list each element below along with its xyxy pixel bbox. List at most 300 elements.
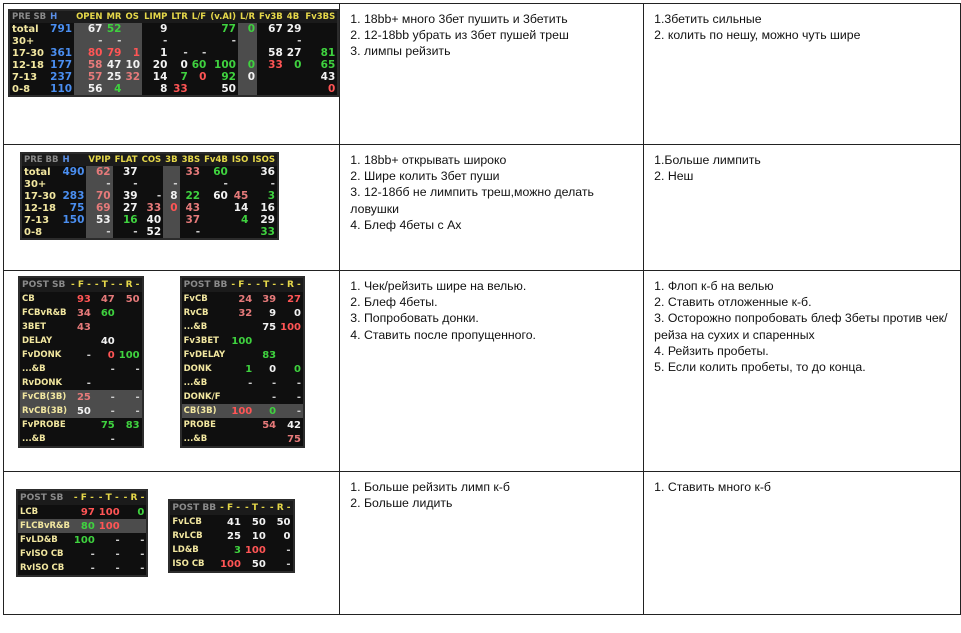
notes-list xyxy=(340,145,643,233)
hud-header-row xyxy=(18,491,146,505)
hud-row-label: LD&B xyxy=(172,545,199,555)
hud-post-bb xyxy=(180,276,305,448)
hud-value: - xyxy=(93,404,117,418)
hud-value: - xyxy=(156,190,162,202)
notes-right-cell xyxy=(644,4,961,145)
hud-header: COS xyxy=(141,155,162,165)
hud-value: 10 xyxy=(251,530,266,542)
hud-value: 83 xyxy=(125,419,140,431)
hud-value: - xyxy=(297,35,302,47)
hud-value xyxy=(93,320,117,334)
hud-value: 43 xyxy=(320,71,336,83)
note-item: 3. Попробовать донки. xyxy=(350,311,479,326)
hud-row xyxy=(170,543,292,557)
hud-value: 29 xyxy=(286,23,302,35)
hud-value: 150 xyxy=(62,214,85,226)
hud-value xyxy=(123,83,142,95)
hud-header: - T - xyxy=(94,280,115,290)
hud-value: 62 xyxy=(86,166,112,178)
note-item: 2. Больше лидить xyxy=(350,496,453,511)
hud-value xyxy=(202,226,230,238)
hud-value: - xyxy=(248,377,253,389)
note-item: 5. Если колить пробеты, то до конца. xyxy=(654,360,866,375)
hud-value: 53 xyxy=(86,214,112,226)
hud-row xyxy=(18,505,146,519)
hud-row-label: FvLD&B xyxy=(20,535,58,545)
hud-row-label: FCBvR&B xyxy=(22,308,67,318)
hud-value xyxy=(190,83,209,95)
hud-header: - R - xyxy=(123,493,145,503)
hud-value: 25 xyxy=(69,390,93,404)
hud-value: 50 xyxy=(69,404,93,418)
hud-value: 33 xyxy=(185,166,201,178)
hud-value xyxy=(140,166,164,178)
hud-header: - F - xyxy=(70,280,91,290)
hud-header: 4B xyxy=(285,11,304,23)
hud-row-label: ...&B xyxy=(183,378,208,388)
hud-value: 100 xyxy=(244,544,266,556)
hud-value: 1 xyxy=(160,47,168,59)
hud-post-sb xyxy=(18,276,144,448)
hud-value: 81 xyxy=(320,47,336,59)
hud-value: - xyxy=(271,391,277,403)
notes-right-cell xyxy=(644,271,961,472)
notes-mid-cell xyxy=(340,271,644,472)
note-item: 2. Шире колить 3бет пуши xyxy=(350,169,500,184)
hud-row xyxy=(20,306,142,320)
hud-value: - xyxy=(133,178,138,190)
hud-row-label: FvDELAY xyxy=(183,350,226,360)
hud-row-label: ...&B xyxy=(22,434,46,444)
hud-value: 33 xyxy=(146,202,162,214)
hud-value: - xyxy=(93,390,117,404)
hud-row-label: 0-8 xyxy=(12,83,31,95)
hud-row-label: 30+ xyxy=(12,35,35,47)
hud-value: 14 xyxy=(233,202,249,214)
note-item: 4. Блеф 4беты с Ах xyxy=(350,217,462,232)
hud-header: 3BS xyxy=(181,155,201,165)
hud-value: 65 xyxy=(320,59,336,71)
hud-value xyxy=(169,35,189,47)
hud-value: 100 xyxy=(73,534,95,546)
hud-row xyxy=(22,166,277,178)
hud-value: - xyxy=(296,377,301,389)
hud-value: 0 xyxy=(107,349,115,361)
hud-value: 0 xyxy=(327,83,336,95)
hud-row-label: 12-18 xyxy=(24,202,56,214)
hud-value: 110 xyxy=(50,83,73,95)
hud-value: - xyxy=(86,178,112,190)
hud-row-label: LCB xyxy=(20,507,39,517)
hud-value: - xyxy=(278,404,303,418)
hud-header: (v.AI) xyxy=(210,12,236,22)
hud-row xyxy=(10,23,337,35)
hud-value: 3 xyxy=(233,544,241,556)
hud-header: MR xyxy=(106,12,122,22)
hud-value: - xyxy=(90,548,95,560)
notes-list xyxy=(644,271,960,375)
hud-row xyxy=(18,519,146,533)
hud-value xyxy=(163,226,179,238)
hud-value: 58 xyxy=(74,59,104,71)
note-item: 1.3бетить сильные xyxy=(654,12,762,26)
notes-list xyxy=(340,472,643,511)
hud-value: 0 xyxy=(294,307,301,319)
hud-value xyxy=(254,334,278,348)
hud-value: - xyxy=(90,562,95,574)
hud-header: - T - xyxy=(97,491,122,505)
hud-value: 57 xyxy=(74,71,104,83)
hud-row-label: 3BET xyxy=(22,322,46,332)
hud-row-label: CB xyxy=(22,294,35,304)
hud-value: - xyxy=(140,562,145,574)
hud-row xyxy=(20,362,142,376)
hud-value xyxy=(238,35,257,47)
hud-value xyxy=(123,35,142,47)
hud-value xyxy=(61,178,87,190)
hud-header: 3B xyxy=(165,155,178,165)
hud-value xyxy=(229,320,254,334)
hud-value xyxy=(238,83,257,95)
hud-value: 42 xyxy=(287,419,301,431)
hud-value xyxy=(229,390,254,404)
hud-value: - xyxy=(117,404,142,418)
hud-value xyxy=(208,47,238,59)
hud-value: 0 xyxy=(137,506,145,518)
hud-value: - xyxy=(86,226,112,238)
hud-value: - xyxy=(86,377,91,389)
hud-value: - xyxy=(163,178,179,190)
note-item: 1. Больше рейзить лимп к-б xyxy=(350,480,510,494)
hud-value xyxy=(61,226,87,238)
hud-value: 1 xyxy=(123,47,142,59)
hud-value: 0 xyxy=(163,202,179,214)
hud-value: 47 xyxy=(104,59,123,71)
hud-row xyxy=(170,557,292,571)
hud-value: 67 xyxy=(74,23,104,35)
note-item: 2. Неш xyxy=(654,169,694,184)
hud-value xyxy=(48,35,74,47)
hud-value: - xyxy=(163,35,168,47)
hud-value: 79 xyxy=(104,47,123,59)
hud-value xyxy=(278,348,303,362)
hud-row xyxy=(182,390,303,404)
notes-table xyxy=(3,3,961,615)
hud-row-label: FvDONK xyxy=(22,350,62,360)
hud-value: 27 xyxy=(287,293,301,305)
hud-value: 1 xyxy=(245,363,253,375)
hud-row xyxy=(20,404,142,418)
hud-value xyxy=(202,214,230,226)
hud-title: POST SB xyxy=(20,278,69,292)
hud-title: POST BB xyxy=(183,280,228,290)
hud-value: 0 xyxy=(269,363,277,375)
hud-row-label: FvCB xyxy=(183,294,208,304)
hud-row xyxy=(10,35,337,47)
hud-header: Fv4B xyxy=(204,155,228,165)
hud-limp-bb xyxy=(168,499,294,573)
hud-header: OS xyxy=(123,11,142,23)
hud-value: 237 xyxy=(50,71,73,83)
hud-row xyxy=(182,348,303,362)
hud-row xyxy=(20,292,142,306)
hud-value xyxy=(238,47,257,59)
hud-value xyxy=(190,35,209,47)
hud-value xyxy=(69,362,93,376)
hud-row xyxy=(20,418,142,432)
hud-value: 54 xyxy=(262,419,277,431)
hud-value: - xyxy=(115,562,120,574)
row-pre-bb xyxy=(4,145,961,271)
hud-header: H xyxy=(61,154,87,166)
hud-value xyxy=(229,432,254,446)
hud-value: 52 xyxy=(146,226,162,238)
hud-value xyxy=(303,23,337,35)
hud-value: 60 xyxy=(213,166,228,178)
hud-row xyxy=(22,202,277,214)
note-item: 2. Ставить отложенные к-б. xyxy=(654,295,812,310)
hud-value: 8 xyxy=(160,83,168,95)
hud-limp-sb xyxy=(16,489,148,577)
hud-row xyxy=(22,226,277,238)
hud-value: 41 xyxy=(227,516,241,528)
hud-row xyxy=(170,515,292,529)
note-item: 3. 12-18бб не лимпить треш,можно делать ловушки xyxy=(350,185,594,216)
hud-row xyxy=(182,306,303,320)
hud-value: 70 xyxy=(86,190,112,202)
hud-header: L/F xyxy=(190,11,209,23)
hud-header: - F - xyxy=(218,501,243,515)
hud-value: 0 xyxy=(180,59,188,71)
hud-value: 50 xyxy=(276,516,291,528)
row-post xyxy=(4,271,961,472)
hud-row-label: 12-18 xyxy=(12,59,44,71)
hud-value: 0 xyxy=(283,530,291,542)
hud-value: - xyxy=(74,35,104,47)
hud-header: Fv3B xyxy=(259,12,283,22)
hud-cell-pre-sb xyxy=(4,4,340,145)
hud-row-label: 17-30 xyxy=(24,190,56,202)
hud-row-label: FvPROBE xyxy=(22,420,66,430)
hud-value: - xyxy=(117,390,142,404)
note-item: 3. Осторожно попробовать блеф 3беты против чек/рейза на сухих и спаренных xyxy=(654,311,948,342)
hud-value: 4 xyxy=(241,214,249,226)
hud-row xyxy=(10,83,337,95)
hud-value xyxy=(278,334,303,348)
hud-value: 16 xyxy=(260,202,275,214)
hud-row-label: total xyxy=(24,166,51,178)
hud-value: 9 xyxy=(269,307,277,319)
hud-value: - xyxy=(140,534,145,546)
hud-value xyxy=(163,166,179,178)
hud-row-label: FvLCB xyxy=(172,517,202,527)
hud-value: - xyxy=(270,178,275,190)
hud-row xyxy=(20,432,142,446)
hud-table xyxy=(10,11,337,95)
hud-value: 0 xyxy=(294,59,302,71)
hud-header-row xyxy=(170,501,292,515)
hud-header: L/R xyxy=(239,12,256,22)
hud-value xyxy=(169,23,189,35)
hud-value: 0 xyxy=(238,23,257,35)
hud-row-label: PROBE xyxy=(183,420,216,430)
hud-value: 100 xyxy=(231,405,253,417)
note-item: 1. Флоп к-б на велью xyxy=(654,279,774,293)
hud-value: 50 xyxy=(251,558,266,570)
hud-value: - xyxy=(110,363,115,375)
hud-value xyxy=(117,432,142,446)
hud-table xyxy=(170,501,292,571)
hud-value: - xyxy=(183,47,188,59)
hud-row-label: DELAY xyxy=(22,336,53,346)
hud-value: 33 xyxy=(173,83,188,95)
hud-header: LIMP xyxy=(144,12,168,22)
hud-row xyxy=(18,533,146,547)
hud-row-label: FvISO CB xyxy=(20,549,64,559)
hud-row-label: ...&B xyxy=(22,364,46,374)
hud-value: 283 xyxy=(62,190,85,202)
hud-value: 100 xyxy=(98,506,120,518)
notes-list xyxy=(340,271,643,343)
note-item: 3. лимпы рейзить xyxy=(350,44,451,59)
hud-value xyxy=(202,202,230,214)
hud-value xyxy=(257,35,285,47)
hud-value: 40 xyxy=(100,335,115,347)
hud-value: 69 xyxy=(86,202,112,214)
hud-value xyxy=(117,320,142,334)
hud-value: 7 xyxy=(180,71,188,83)
hud-value: 25 xyxy=(104,71,123,83)
hud-value xyxy=(180,178,203,190)
hud-value: 60 xyxy=(213,190,228,202)
hud-header: - F - xyxy=(72,491,97,505)
hud-value: 75 xyxy=(262,321,277,333)
note-item: 1. 18bb+ много 3бет пушить и 3бетить xyxy=(350,12,568,26)
hud-value: 791 xyxy=(50,23,73,35)
hud-table xyxy=(18,491,146,575)
hud-row xyxy=(22,178,277,190)
hud-header: FLAT xyxy=(114,155,138,165)
hud-value: 37 xyxy=(122,166,138,178)
hud-value: 47 xyxy=(100,293,115,305)
hud-row-label: total xyxy=(12,23,39,35)
hud-value: 39 xyxy=(262,293,277,305)
hud-title: POST SB xyxy=(18,491,72,505)
hud-pre-bb xyxy=(20,152,279,240)
hud-row-label: RvCB(3B) xyxy=(22,406,67,416)
hud-value xyxy=(229,418,254,432)
hud-cell-post xyxy=(4,271,340,472)
note-item: 1. Чек/рейзить шире на велью. xyxy=(350,279,527,293)
hud-value xyxy=(163,214,179,226)
hud-value: 100 xyxy=(98,520,120,532)
hud-row xyxy=(20,334,142,348)
row-limp xyxy=(4,472,961,615)
hud-value xyxy=(117,306,142,320)
hud-cell-pre-bb xyxy=(4,145,340,271)
hud-value: 32 xyxy=(238,307,253,319)
hud-value: 80 xyxy=(74,47,104,59)
hud-value: 43 xyxy=(76,321,91,333)
hud-row xyxy=(20,376,142,390)
notes-list xyxy=(340,4,643,60)
hud-header-row xyxy=(20,278,142,292)
hud-value: 43 xyxy=(185,202,201,214)
hud-header: ISOS xyxy=(252,155,275,165)
note-item: 4. Ставить после пропущенного. xyxy=(350,327,536,342)
hud-row xyxy=(182,432,303,446)
hud-header: - R - xyxy=(269,503,291,513)
hud-value xyxy=(230,178,251,190)
hud-value: 14 xyxy=(152,71,168,83)
hud-header: OPEN xyxy=(76,12,103,22)
hud-value xyxy=(257,83,285,95)
hud-row xyxy=(182,376,303,390)
hud-row-label: RvISO CB xyxy=(20,563,65,573)
note-item: 2. Блеф 4беты. xyxy=(350,295,438,310)
hud-value: 361 xyxy=(50,47,73,59)
note-item: 1. 18bb+ открывать широко xyxy=(350,153,507,167)
hud-value: 10 xyxy=(125,59,141,71)
hud-value xyxy=(303,35,337,47)
hud-value xyxy=(117,376,142,390)
hud-row-label: 0-8 xyxy=(24,226,43,238)
hud-value: 100 xyxy=(280,321,301,333)
hud-value: - xyxy=(296,391,301,403)
hud-value: 20 xyxy=(152,59,168,71)
hud-row-label: DONK xyxy=(183,364,212,374)
hud-value: 40 xyxy=(146,214,162,226)
hud-row xyxy=(20,390,142,404)
hud-row-label: Fv3BET xyxy=(183,336,219,346)
hud-value: 34 xyxy=(76,307,91,319)
hud-value xyxy=(93,376,117,390)
hud-row-label: DONK/F xyxy=(183,392,221,402)
hud-value xyxy=(140,178,164,190)
hud-header: PRE SB xyxy=(12,12,47,22)
hud-row xyxy=(18,561,146,575)
hud-table xyxy=(22,154,277,238)
hud-value: 58 xyxy=(268,47,283,59)
hud-value: - xyxy=(271,377,277,389)
hud-value: 8 xyxy=(163,190,179,202)
hud-header: - R - xyxy=(117,278,142,292)
hud-header-row xyxy=(182,278,303,292)
hud-value xyxy=(230,166,251,178)
hud-value: 3 xyxy=(267,190,275,202)
notes-list xyxy=(644,145,960,184)
hud-row-label: ISO CB xyxy=(172,559,205,569)
notes-mid-cell xyxy=(340,472,644,615)
hud-pre-sb xyxy=(8,9,339,97)
hud-value: 60 xyxy=(100,307,115,319)
hud-value: 0 xyxy=(254,404,278,418)
hud-value: 0 xyxy=(238,59,257,71)
hud-value: 25 xyxy=(227,530,241,542)
notes-mid-cell xyxy=(340,4,644,145)
hud-table xyxy=(182,278,303,446)
hud-value: 32 xyxy=(125,71,141,83)
hud-row xyxy=(20,320,142,334)
hud-value xyxy=(230,226,251,238)
hud-value: 0 xyxy=(199,71,207,83)
hud-value: 36 xyxy=(260,166,275,178)
notes-list xyxy=(644,472,960,495)
hud-value: 97 xyxy=(80,506,95,518)
hud-value: - xyxy=(195,226,201,238)
note-item: 2. 12-18bb убрать из 3бет пушей треш xyxy=(350,28,569,43)
hud-value: 45 xyxy=(233,190,249,202)
